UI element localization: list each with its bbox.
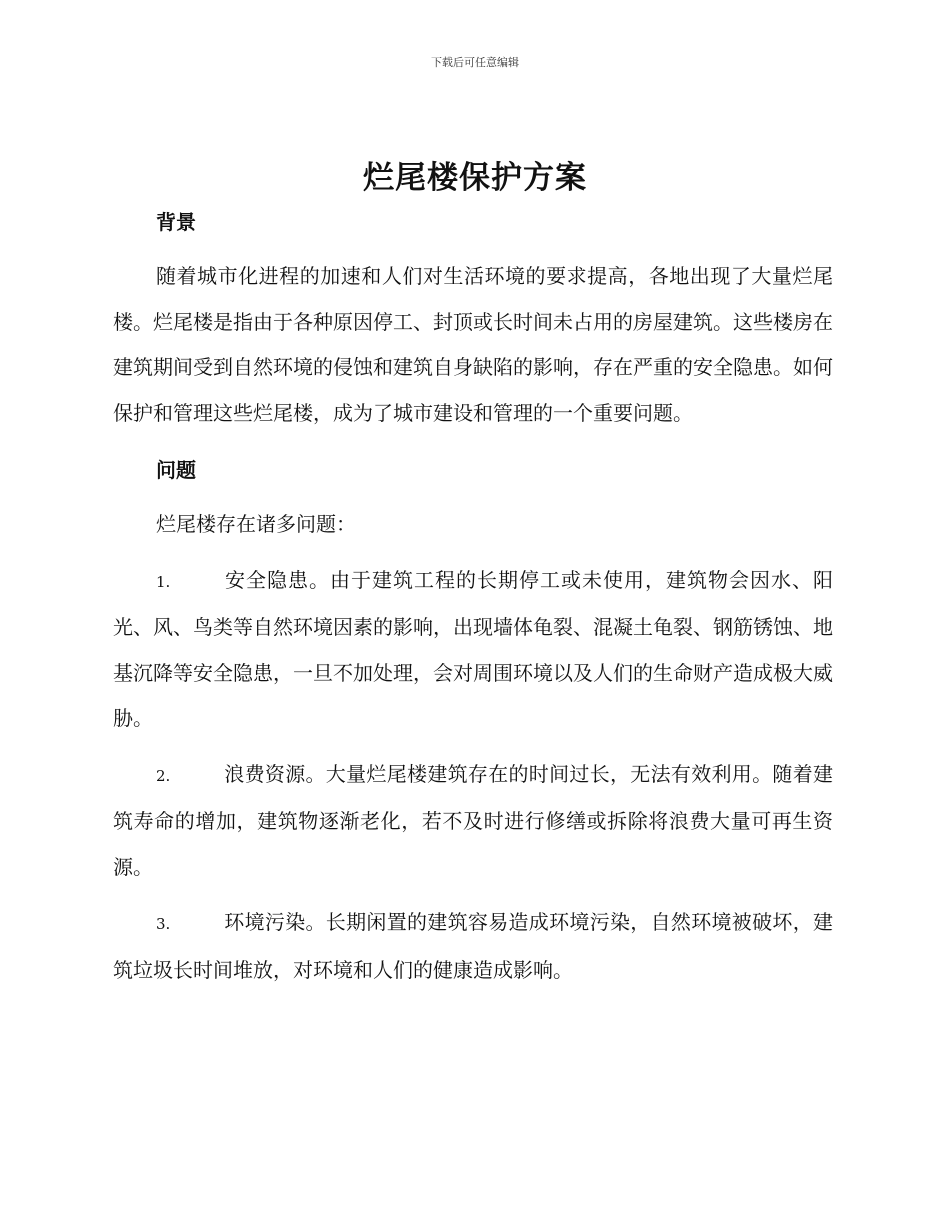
list-item xyxy=(113,900,833,993)
list-item-number: 1. xyxy=(156,572,171,591)
list-item-number: 3. xyxy=(156,915,171,933)
background-paragraph: 随着城市化进程的加速和人们对生活环境的要求提高，各地出现了大量烂尾楼。烂尾楼是指由于各种原因停工、封顶或长时间未占用的房屋建筑。这些楼房在建筑期间受到自然环境的侵蚀和建筑自身缺陷的影响，存在严重的安全隐患。如何保护和管理这些烂尾楼，成为了城市建设和管理的一个重要问题。 xyxy=(113,264,833,425)
list-item xyxy=(113,752,833,891)
list-item-text: 环境污染。长期闲置的建筑容易造成环境污染，自然环境被破坏，建筑垃圾长时间堆放，对环境和人们的健康造成影响。 xyxy=(113,910,833,982)
list-item-number: 2. xyxy=(156,766,171,785)
section-heading-problems: 问题 xyxy=(156,458,196,482)
document-body xyxy=(113,200,833,993)
document-title: 烂尾楼保护方案 xyxy=(363,160,587,196)
section-heading-background: 背景 xyxy=(156,210,196,234)
list-item-text: 浪费资源。大量烂尾楼建筑存在的时间过长，无法有效利用。随着建筑寿命的增加，建筑物逐渐老化，若不及时进行修缮或拆除将浪费大量可再生资源。 xyxy=(113,761,833,879)
list-item xyxy=(113,558,833,742)
header-note: 下载后可任意编辑 xyxy=(431,56,519,69)
problems-intro: 烂尾楼存在诸多问题： xyxy=(156,512,356,536)
list-item-text: 安全隐患。由于建筑工程的长期停工或未使用，建筑物会因水、阳光、风、鸟类等自然环境因素的影响，出现墙体龟裂、混凝土龟裂、钢筋锈蚀、地基沉降等安全隐患，一旦不加处理，会对周围环境以及人们的生命财产造成极大威胁。 xyxy=(113,567,833,730)
